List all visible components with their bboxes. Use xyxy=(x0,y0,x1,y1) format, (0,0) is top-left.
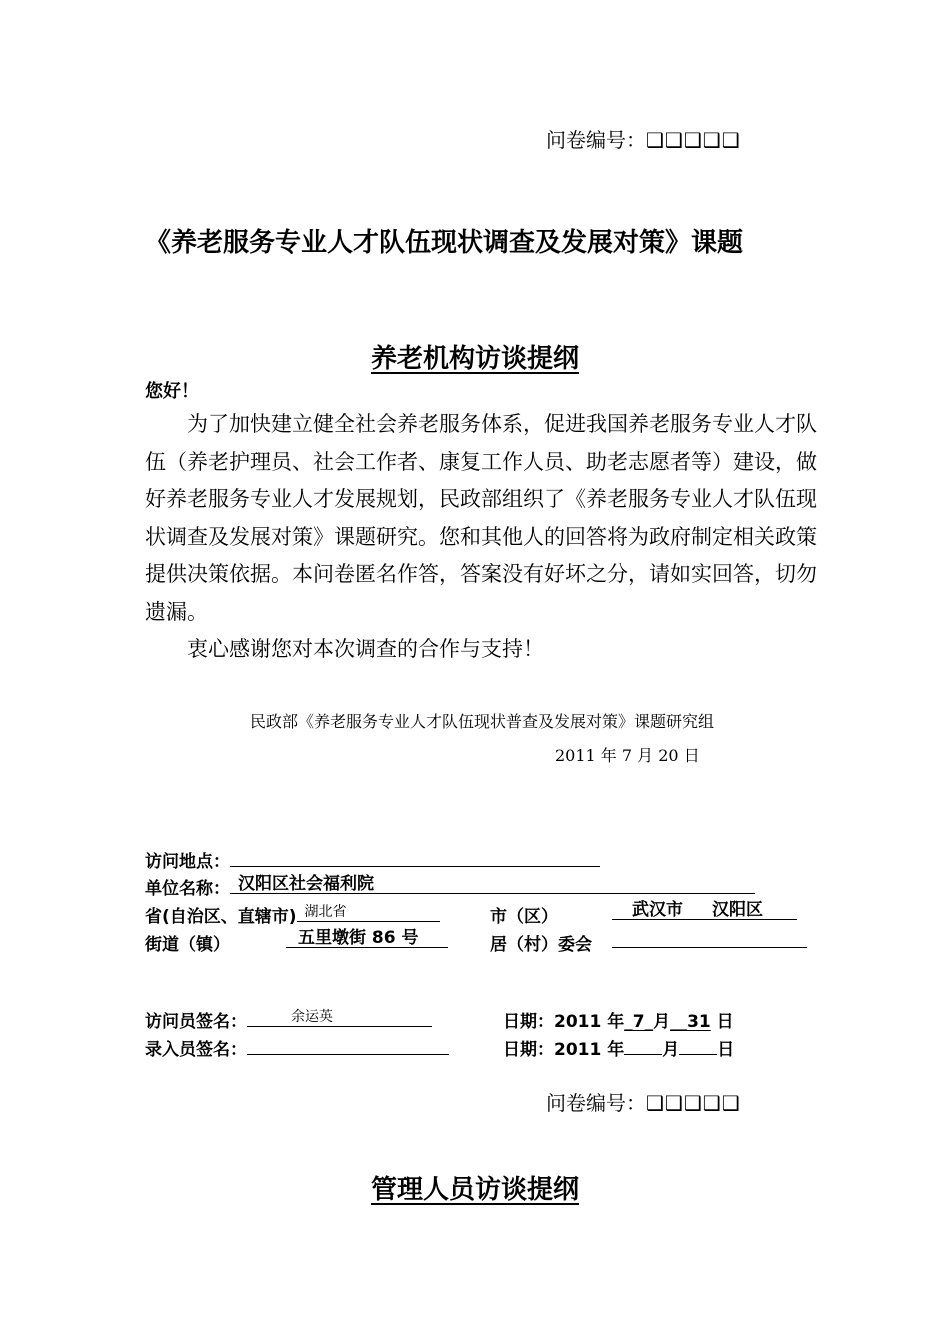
city-label: 市（区） xyxy=(490,907,558,927)
document-title: 《养老服务专业人才队伍现状调查及发展对策》课题 xyxy=(145,228,744,258)
questionnaire-number-label: 问卷编号： xyxy=(546,128,646,152)
district-value: 汉阳区 xyxy=(712,900,763,920)
street-row xyxy=(145,930,230,955)
entry-label: 录入员签名： xyxy=(145,1040,247,1060)
date2-month-unit: 月 xyxy=(662,1040,680,1060)
committee-underline xyxy=(612,930,807,948)
province-value: 湖北省 xyxy=(304,904,347,920)
interviewer-value: 余运英 xyxy=(291,1009,333,1025)
date2-label: 日期： xyxy=(503,1040,554,1060)
date1-month-unit: 月 xyxy=(653,1012,671,1032)
city-underline xyxy=(612,902,797,920)
questionnaire-number-boxes: ❑❑❑❑❑ xyxy=(646,128,741,152)
questionnaire-number-label-2: 问卷编号： xyxy=(546,1091,646,1115)
province-label: 省(自治区、直辖市) xyxy=(145,907,297,927)
date2-day-unit: 日 xyxy=(717,1040,735,1060)
visit-location-label: 访问地点： xyxy=(145,852,230,872)
date2-row xyxy=(503,1035,734,1060)
thanks-paragraph: 衷心感谢您对本次调查的合作与支持！ xyxy=(187,637,544,661)
unit-name-value: 汉阳区社会福利院 xyxy=(238,874,374,894)
date1-day[interactable]: __31 xyxy=(670,1012,711,1032)
province-field[interactable] xyxy=(297,904,440,922)
greeting: 您好！ xyxy=(145,381,199,402)
date1-label: 日期： xyxy=(503,1012,554,1032)
signature-date: 2011 年 7 月 20 日 xyxy=(555,746,700,765)
date1-year: 2011 年 xyxy=(554,1012,625,1032)
interviewer-label: 访问员签名： xyxy=(145,1012,247,1032)
manager-outline-subtitle: 管理人员访谈提纲 xyxy=(370,1175,579,1205)
entry-field[interactable] xyxy=(247,1037,449,1055)
date2-month-field[interactable] xyxy=(624,1037,662,1055)
date2-day-field[interactable] xyxy=(679,1037,717,1055)
unit-name-label: 单位名称： xyxy=(145,879,230,899)
interviewer-row xyxy=(145,1007,432,1032)
date1-row xyxy=(503,1007,734,1032)
street-label: 街道（镇） xyxy=(145,935,230,955)
street-value: 五里墩街 86 号 xyxy=(298,928,419,948)
date1-month[interactable]: _7_ xyxy=(624,1012,654,1032)
street-underline xyxy=(286,930,448,948)
interviewer-field[interactable] xyxy=(247,1009,432,1027)
date1-day-value: 31 xyxy=(687,1012,711,1032)
committee-label: 居（村）委会 xyxy=(490,935,592,955)
entry-row xyxy=(145,1035,449,1060)
intro-paragraph: 为了加快建立健全社会养老服务体系，促进我国养老服务专业人才队伍（养老护理员、社会工作者、康复工作人员、助老志愿者等）建设，做好养老服务专业人才发展规划，民政部组织了《养老服务专业人才队伍现状调查及发展对策》课题研究。您和其他人的回答将为政府制定相关政策提供决策依据。本问卷匿名作答，答案没有好坏之分，请如实回答，切勿遗漏。 xyxy=(145,412,817,624)
city-row xyxy=(490,902,558,927)
outline-subtitle: 养老机构访谈提纲 xyxy=(370,344,579,374)
street-field[interactable] xyxy=(286,930,448,953)
committee-row xyxy=(490,930,592,955)
questionnaire-number xyxy=(546,124,741,153)
signature-organization: 民政部《养老服务专业人才队伍现状普查及发展对策》课题研究组 xyxy=(250,712,715,731)
unit-name-field[interactable] xyxy=(230,876,755,894)
questionnaire-number-2 xyxy=(546,1087,741,1116)
date2-year: 2011 年 xyxy=(554,1040,625,1060)
committee-field[interactable] xyxy=(612,930,807,953)
visit-location-field[interactable] xyxy=(230,849,600,867)
date1-month-value: 7 xyxy=(632,1012,645,1032)
date1-day-unit: 日 xyxy=(716,1012,734,1032)
city-field[interactable] xyxy=(612,902,797,925)
questionnaire-number-boxes-2: ❑❑❑❑❑ xyxy=(646,1091,741,1115)
city-value: 武汉市 xyxy=(632,900,683,920)
